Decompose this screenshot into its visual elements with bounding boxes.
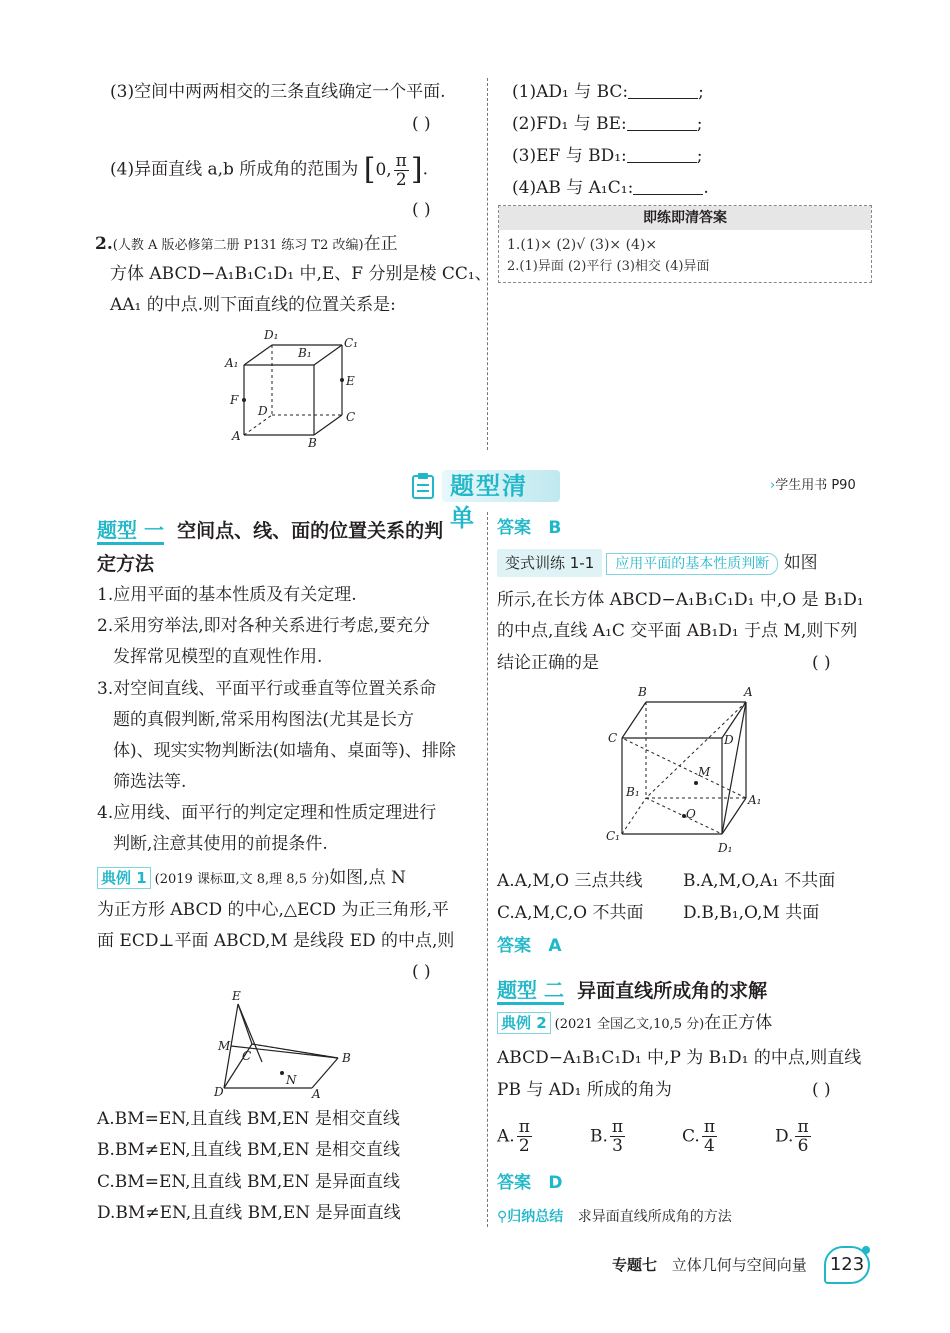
page-number-badge bbox=[824, 1246, 870, 1284]
variant-option-c: C.A,M,C,O 不共面 bbox=[497, 903, 644, 923]
example-1-line2: 为正方形 ABCD 的中心,△ECD 为正三角形,平 bbox=[97, 900, 449, 920]
method-4b: 判断,注意其使用的前提条件. bbox=[113, 834, 328, 854]
answer-1-value: B bbox=[548, 518, 562, 538]
topic-1-title1: 空间点、线、面的位置关系的判 bbox=[177, 520, 444, 542]
answer-1: 答案 B bbox=[497, 518, 562, 538]
pyramid-label-d: D bbox=[214, 1085, 224, 1099]
pyramid-label-m: M bbox=[218, 1039, 231, 1053]
box-figure bbox=[600, 682, 770, 860]
cube1-label-d1: D₁ bbox=[264, 328, 279, 342]
box-label-a1: A₁ bbox=[748, 793, 762, 807]
question-2-line3: AA₁ 的中点.则下面直线的位置关系是: bbox=[110, 295, 396, 315]
method-3c: 体)、现实实物判断法(如墙角、桌面等)、排除 bbox=[113, 741, 456, 761]
variant-paren: ( ) bbox=[812, 653, 831, 673]
topic-1-title2: 定方法 bbox=[97, 553, 155, 575]
topic-2-label: 题型 二 bbox=[497, 978, 564, 1005]
example-1-paren: ( ) bbox=[412, 962, 431, 982]
answer-2-value: A bbox=[548, 936, 562, 956]
example-2-source: (2021 全国乙文,10,5 分) bbox=[554, 1017, 705, 1032]
answer-2: 答案 A bbox=[497, 936, 562, 956]
variant-option-a: A.A,M,O 三点共线 bbox=[497, 871, 643, 891]
cube1-label-b: B bbox=[308, 436, 317, 450]
bottom-column-divider bbox=[487, 512, 488, 1227]
example-2-choices bbox=[497, 1118, 872, 1162]
question-2-source: (人教 A 版必修第二册 P131 练习 T2 改编) bbox=[112, 238, 364, 253]
student-book-ref: ›学生用书 P90 bbox=[770, 478, 856, 493]
cube1-label-c1: C₁ bbox=[344, 336, 358, 350]
pyramid-label-c: C bbox=[242, 1049, 252, 1063]
topic-1-label: 题型 一 bbox=[97, 518, 164, 545]
variant-tag: 变式训练 1-1 bbox=[497, 549, 602, 577]
question-2-line1: 2.(人教 A 版必修第二册 P131 练习 T2 改编)在正 bbox=[95, 234, 398, 254]
topic-2-heading bbox=[497, 976, 767, 1005]
example-2-line2: ABCD−A₁B₁C₁D₁ 中,P 为 B₁D₁ 的中点,则直线 bbox=[497, 1048, 862, 1068]
relation-4-blank bbox=[633, 177, 703, 195]
cube1-label-f: F bbox=[230, 393, 239, 407]
question-2-line2: 方体 ABCD−A₁B₁C₁D₁ 中,E、F 分别是棱 CC₁、 bbox=[110, 264, 492, 284]
pyramid-figure bbox=[212, 990, 362, 1100]
item4: (4)异面直线 a,b 所成角的范围为 [0, $\frac{\pi}{2}$ ]. bbox=[110, 150, 428, 190]
relation-2-blank bbox=[627, 113, 697, 131]
item3: (3)空间中两两相交的三条直线确定一个平面. bbox=[110, 82, 446, 102]
item4-fraction: $\frac{\pi}{2}$ bbox=[395, 150, 407, 190]
choice-d: D. $\frac{\pi}{6}$ bbox=[775, 1117, 809, 1156]
method-4a: 4.应用线、面平行的判定定理和性质定理进行 bbox=[97, 803, 437, 823]
item4-range: [ bbox=[363, 152, 376, 187]
item4-paren: ( ) bbox=[412, 200, 431, 220]
example-1-source: (2019 课标Ⅲ,文 8,理 8,5 分) bbox=[154, 872, 330, 887]
cube-figure-1 bbox=[222, 325, 362, 450]
example-1-option-a: A.BM=EN,且直线 BM,EN 是相交直线 bbox=[97, 1109, 400, 1129]
choice-c: C. $\frac{\pi}{4}$ bbox=[682, 1117, 715, 1156]
summary-label: 归纳总结 bbox=[507, 1209, 564, 1225]
relation-4: (4)AB 与 A₁C₁: . bbox=[512, 178, 709, 198]
answer-box-line1: 1.(1)× (2)√ (3)× (4)× bbox=[507, 237, 658, 253]
pyramid-label-n: N bbox=[286, 1073, 297, 1087]
box-label-a: A bbox=[744, 685, 753, 699]
example-1-option-d: D.BM≠EN,且直线 BM,EN 是异面直线 bbox=[97, 1203, 401, 1223]
box-label-b1: B₁ bbox=[626, 785, 640, 799]
box-label-d1: D₁ bbox=[718, 841, 733, 855]
method-2b: 发挥常见模型的直观性作用. bbox=[113, 647, 323, 667]
method-3a: 3.对空间直线、平面平行或垂直等位置关系命 bbox=[97, 679, 437, 699]
topic-2-title: 异面直线所成角的求解 bbox=[577, 980, 768, 1002]
variant-line4: 结论正确的是 bbox=[497, 653, 599, 673]
answer-box-line2: 2.(1)异面 (2)平行 (3)相交 (4)异面 bbox=[507, 259, 710, 274]
method-3b: 题的真假判断,常采用构图法(尤其是长方 bbox=[113, 710, 415, 730]
footer-chapter bbox=[612, 1253, 807, 1277]
relation-3: (3)EF 与 BD₁: ; bbox=[512, 146, 703, 166]
variant-option-d: D.B,B₁,O,M 共面 bbox=[683, 903, 820, 923]
box-label-c1: C₁ bbox=[606, 829, 620, 843]
example-1-line3: 面 ECD⊥平面 ABCD,M 是线段 ED 的中点,则 bbox=[97, 931, 455, 951]
item4-prefix: (4)异面直线 a,b 所成角的范围为 bbox=[110, 159, 359, 180]
box-label-o: O bbox=[686, 807, 696, 821]
answer-box-title: 即练即清答案 bbox=[499, 206, 871, 230]
variant-line3: 的中点,直线 A₁C 交平面 AB₁D₁ 于点 M,则下列 bbox=[497, 621, 858, 641]
example-2-tag: 典例 2 bbox=[497, 1012, 551, 1034]
relation-1-blank bbox=[628, 81, 698, 99]
summary-text: 求异面直线所成角的方法 bbox=[577, 1209, 732, 1225]
chevron-right-icon: › bbox=[770, 478, 776, 493]
variant-option-b: B.A,M,O,A₁ 不共面 bbox=[683, 871, 836, 891]
footer-chapter-number: 专题七 bbox=[612, 1256, 658, 1274]
section-banner-title: 题型清单 bbox=[442, 470, 560, 502]
cube1-label-e: E bbox=[346, 374, 355, 388]
method-1: 1.应用平面的基本性质及有关定理. bbox=[97, 585, 357, 605]
cube1-label-a: A bbox=[232, 429, 241, 443]
footer-chapter-title: 立体几何与空间向量 bbox=[671, 1256, 807, 1274]
box-label-d: D bbox=[724, 733, 734, 747]
answer-3-value: D bbox=[548, 1173, 563, 1193]
page-number: 123 bbox=[829, 1254, 865, 1275]
summary bbox=[497, 1205, 732, 1229]
method-2a: 2.采用穷举法,即对各种关系进行考虑,要充分 bbox=[97, 616, 431, 636]
question-2-number: 2. bbox=[95, 234, 113, 254]
method-3d: 筛选法等. bbox=[113, 772, 187, 792]
example-1-option-b: B.BM≠EN,且直线 BM,EN 是相交直线 bbox=[97, 1140, 401, 1160]
item4-range-open: 0, bbox=[375, 160, 392, 180]
variant-line1: 变式训练 1-1 应用平面的基本性质判断 如图 bbox=[497, 549, 818, 577]
relation-2: (2)FD₁ 与 BE: ; bbox=[512, 114, 703, 134]
cube1-label-a1: A₁ bbox=[225, 356, 239, 370]
variant-line2: 所示,在长方体 ABCD−A₁B₁C₁D₁ 中,O 是 B₁D₁ bbox=[497, 590, 864, 610]
example-2-paren: ( ) bbox=[812, 1080, 831, 1100]
cube1-label-d: D bbox=[258, 404, 268, 418]
choice-a: A. $\frac{\pi}{2}$ bbox=[497, 1117, 530, 1156]
cube1-label-c: C bbox=[346, 410, 356, 424]
pyramid-label-e: E bbox=[232, 990, 241, 1003]
variant-subtag: 应用平面的基本性质判断 bbox=[606, 553, 778, 575]
pyramid-label-b: B bbox=[342, 1051, 351, 1065]
cube1-label-b1: B₁ bbox=[298, 346, 312, 360]
example-2-line1: 典例 2 (2021 全国乙文,10,5 分)在正方体 bbox=[497, 1011, 772, 1037]
example-2-line3: PB 与 AD₁ 所成的角为 bbox=[497, 1080, 672, 1100]
example-1-tag: 典例 1 bbox=[97, 867, 151, 889]
choice-b: B. $\frac{\pi}{3}$ bbox=[590, 1117, 624, 1156]
key-icon: ⚲ bbox=[497, 1209, 508, 1225]
box-label-c: C bbox=[608, 731, 618, 745]
answer-3: 答案 D bbox=[497, 1173, 563, 1193]
example-1-line1: 典例 1 (2019 课标Ⅲ,文 8,理 8,5 分)如图,点 N bbox=[97, 866, 406, 892]
clipboard-icon bbox=[410, 472, 436, 500]
item3-paren: ( ) bbox=[412, 114, 431, 134]
relation-3-blank bbox=[627, 145, 697, 163]
box-label-b: B bbox=[638, 685, 647, 699]
topic-1-heading bbox=[97, 516, 443, 545]
answer-box bbox=[498, 205, 872, 283]
pyramid-label-a: A bbox=[312, 1087, 321, 1100]
example-1-option-c: C.BM=EN,且直线 BM,EN 是异面直线 bbox=[97, 1172, 400, 1192]
box-label-m: M bbox=[698, 765, 711, 779]
relation-1: (1)AD₁ 与 BC: ; bbox=[512, 82, 704, 102]
page-dot bbox=[862, 1246, 870, 1254]
